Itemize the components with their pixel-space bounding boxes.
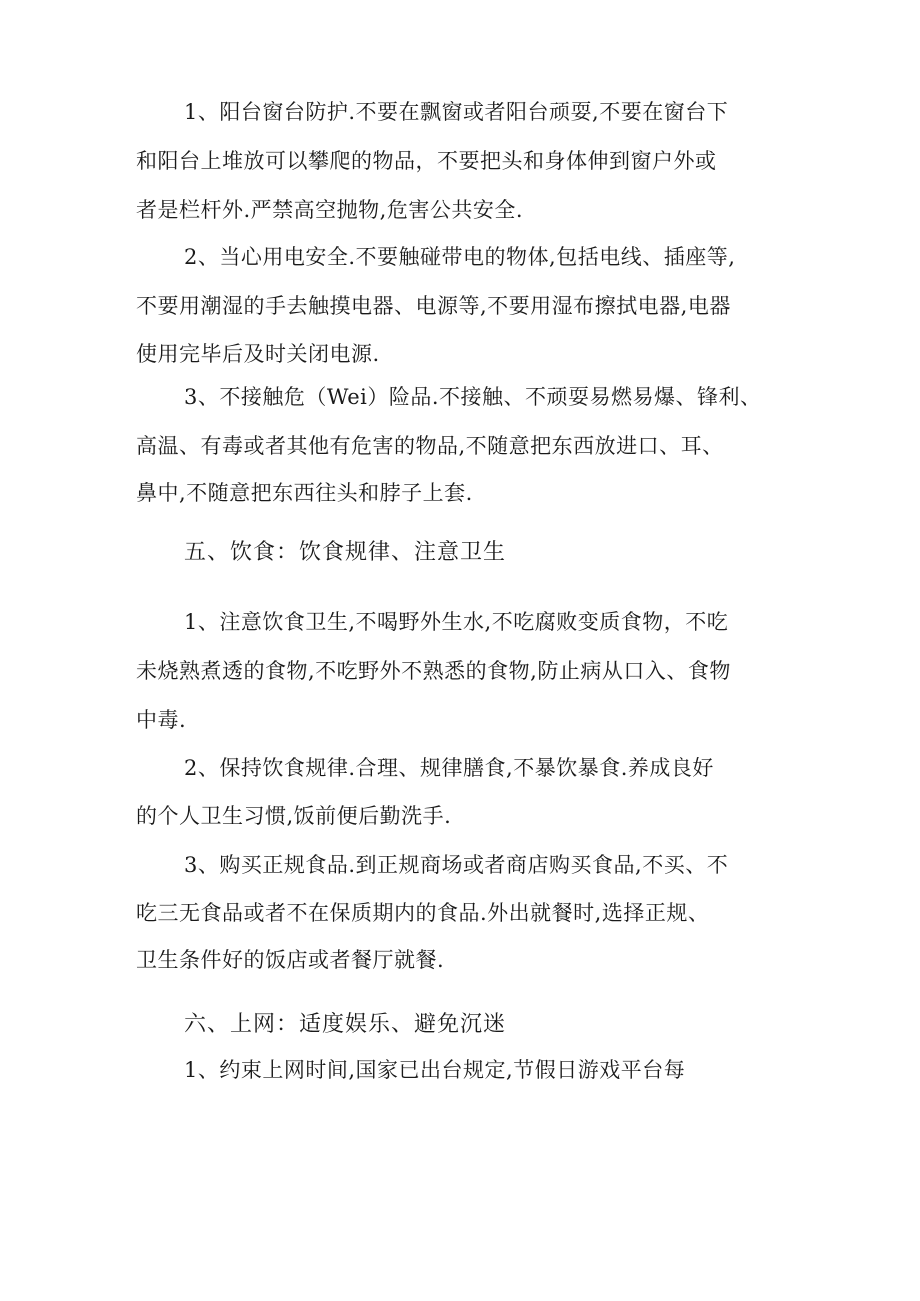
- safety-p3-line1: 3、不接触危（Wei）险品.不接触、不顽耍易燃易爆、锋利、: [184, 385, 762, 409]
- safety-p2-line1: 2、当心用电安全.不要触碰带电的物体,包括电线、插座等,: [184, 245, 736, 269]
- diet-p1-line2: 未烧熟煮透的食物,不吃野外不熟悉的食物,防止病从口入、食物: [136, 659, 731, 683]
- diet-p3-line1: 3、购买正规食品.到正规商场或者商店购买食品,不买、不: [184, 853, 729, 877]
- diet-p3-line3: 卫生条件好的饭店或者餐厅就餐.: [136, 948, 445, 972]
- section-heading-diet: 五、饮食：饮食规律、注意卫生: [184, 540, 507, 565]
- safety-p3-line3: 鼻中,不随意把东西往头和脖子上套.: [136, 481, 473, 505]
- diet-p1-line3: 中毒.: [136, 708, 187, 732]
- safety-p1-line3: 者是栏杆外.严禁高空抛物,危害公共安全.: [136, 198, 524, 222]
- safety-p1-line1: 1、阳台窗台防护.不要在飘窗或者阳台顽耍,不要在窗台下: [184, 100, 729, 124]
- diet-p3-line2: 吃三无食品或者不在保质期内的食品.外出就餐时,选择正规、: [136, 901, 710, 925]
- safety-p1-line2: 和阳台上堆放可以攀爬的物品，不要把头和身体伸到窗户外或: [136, 149, 717, 173]
- internet-p1-line1: 1、约束上网时间,国家已出台规定,节假日游戏平台每: [184, 1058, 686, 1082]
- diet-p2-line1: 2、保持饮食规律.合理、规律膳食,不暴饮暴食.养成良好: [184, 756, 714, 780]
- safety-p3-line2: 高温、有毒或者其他有危害的物品,不随意把东西放进口、耳、: [136, 434, 724, 458]
- safety-p2-line3: 使用完毕后及时关闭电源.: [136, 342, 380, 366]
- section-heading-internet: 六、上网：适度娱乐、避免沉迷: [184, 1012, 507, 1037]
- diet-p2-line2: 的个人卫生习惯,饭前便后勤洗手.: [136, 804, 452, 828]
- diet-p1-line1: 1、注意饮食卫生,不喝野外生水,不吃腐败变质食物，不吃: [184, 610, 729, 634]
- safety-p2-line2: 不要用潮湿的手去触摸电器、电源等,不要用湿布擦拭电器,电器: [136, 294, 731, 318]
